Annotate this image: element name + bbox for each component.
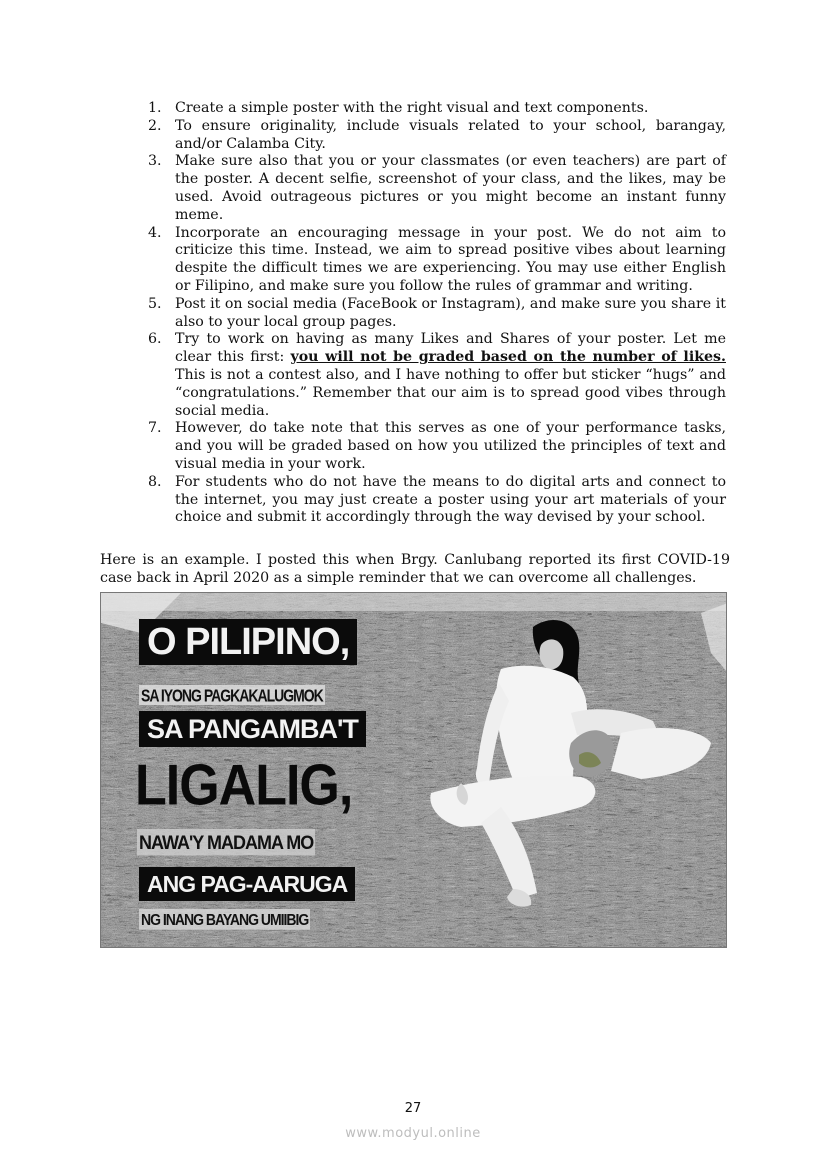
list-item xyxy=(148,225,726,296)
item-text: Try to work on having as many Likes and Shares of your poster. Let me clear this first: xyxy=(175,331,726,366)
poster-line: O PILIPINO, xyxy=(139,619,357,665)
item-text: Incorporate an encouraging message in your post. We do not aim to criticize this time. Instead, we aim to spread positive vibes about learning despite the difficult times we are experiencing. You may use either English or Filipino, and make sure you follow the rules of grammar and writing. xyxy=(175,224,726,294)
item-number: 2. xyxy=(148,117,162,134)
poster-line: LIGALIG, xyxy=(135,754,353,818)
item-number: 5. xyxy=(148,295,162,312)
poster-line: SA IYONG PAGKAKALUGMOK xyxy=(141,685,323,705)
item-number: 3. xyxy=(148,153,162,170)
example-poster xyxy=(100,592,727,948)
emphasis-text: you will not be graded based on the number of likes. xyxy=(290,349,726,366)
item-number: 8. xyxy=(148,473,162,490)
poster-line: NG INANG BAYANG UMIIBIG xyxy=(141,910,309,929)
item-text: This is not a contest also, and I have nothing to offer but sticker “hugs” and “congratulations.” Remember that our aim is to spread good vibes through social media. xyxy=(175,366,726,419)
item-text: For students who do not have the means to do digital arts and connect to the internet, you may just create a poster using your art materials of your choice and submit it accordingly through the way devised by your school. xyxy=(175,473,726,526)
list-item xyxy=(148,118,726,154)
example-paragraph: Here is an example. I posted this when Brgy. Canlubang reported its first COVID-19 case back in April 2020 as a simple reminder that we can overcome all challenges. xyxy=(100,552,730,586)
item-text: To ensure originality, include visuals related to your school, barangay, and/or Calamba City. xyxy=(175,117,726,152)
poster-line: SA PANGAMBA'T xyxy=(139,711,366,747)
item-number: 7. xyxy=(148,420,162,437)
list-item xyxy=(148,296,726,332)
poster-line: NAWA'Y MADAMA MO xyxy=(137,829,315,855)
item-text: Create a simple poster with the right visual and text components. xyxy=(175,100,649,116)
item-text: However, do take note that this serves as one of your performance tasks, and you will be graded based on how you utilized the principles of text and visual media in your work. xyxy=(175,420,726,472)
page-number: 27 xyxy=(404,1101,422,1116)
watermark: www.modyul.online xyxy=(345,1126,481,1141)
instruction-list xyxy=(148,100,726,527)
item-number: 6. xyxy=(148,331,162,348)
list-item xyxy=(148,420,726,473)
item-text: Make sure also that you or your classmates (or even teachers) are part of the poster. A decent selfie, screenshot of your class, and the likes, may be used. Avoid outrageous pictures or you might become an instant funny meme. xyxy=(175,153,726,223)
poster-text-block xyxy=(101,593,727,948)
item-text: Post it on social media (FaceBook or Instagram), and make sure you share it also to your local group pages. xyxy=(175,295,726,330)
item-number: 1. xyxy=(148,100,162,116)
list-item xyxy=(148,331,726,420)
item-number: 4. xyxy=(148,224,162,241)
poster-line: ANG PAG-AARUGA xyxy=(139,867,355,901)
list-item xyxy=(148,153,726,224)
list-item xyxy=(148,474,726,527)
list-item xyxy=(148,100,726,118)
